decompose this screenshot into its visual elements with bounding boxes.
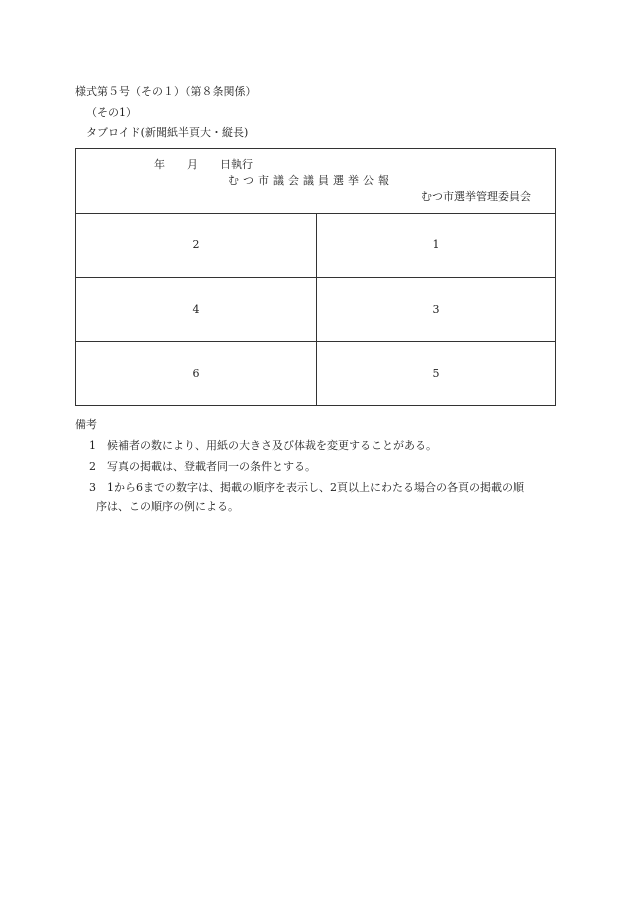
page-slot-number: 4 — [192, 303, 200, 316]
note-text: 写真の掲載は、登載者同一の条件とする。 — [107, 460, 316, 473]
row-divider — [76, 341, 555, 342]
page-slot-number: 1 — [432, 238, 440, 251]
paper-size-label: タブロイド(新聞紙半頁大・縦長) — [86, 126, 249, 139]
page-slot-number: 2 — [192, 238, 200, 251]
issuer-name: むつ市選挙管理委員会 — [421, 190, 531, 203]
form-title: 様式第５号（その１）（第８条関係） — [75, 85, 257, 98]
page-slot-number: 5 — [432, 367, 440, 380]
notes-heading: 備考 — [75, 418, 97, 431]
note-number: 2 — [89, 460, 96, 473]
note-number: 1 — [89, 439, 96, 452]
note-text: 1から6までの数字は、掲載の順序を表示し、2頁以上にわたる場合の各頁の掲載の順 — [107, 481, 524, 494]
page-slot-number: 6 — [192, 367, 200, 380]
note-text-continued: 序は、この順序の例による。 — [96, 500, 239, 513]
sub-label: （その1） — [86, 106, 137, 119]
row-divider — [76, 277, 555, 278]
note-text: 候補者の数により、用紙の大きさ及び体裁を変更することがある。 — [107, 439, 437, 452]
note-number: 3 — [89, 481, 96, 494]
bulletin-title: むつ市議会議員選挙公報 — [228, 174, 393, 187]
bulletin-layout-table — [75, 148, 556, 406]
election-date-line: 年 月 日執行 — [154, 158, 253, 171]
bulletin-header-cell — [76, 149, 555, 214]
page-slot-number: 3 — [432, 303, 440, 316]
